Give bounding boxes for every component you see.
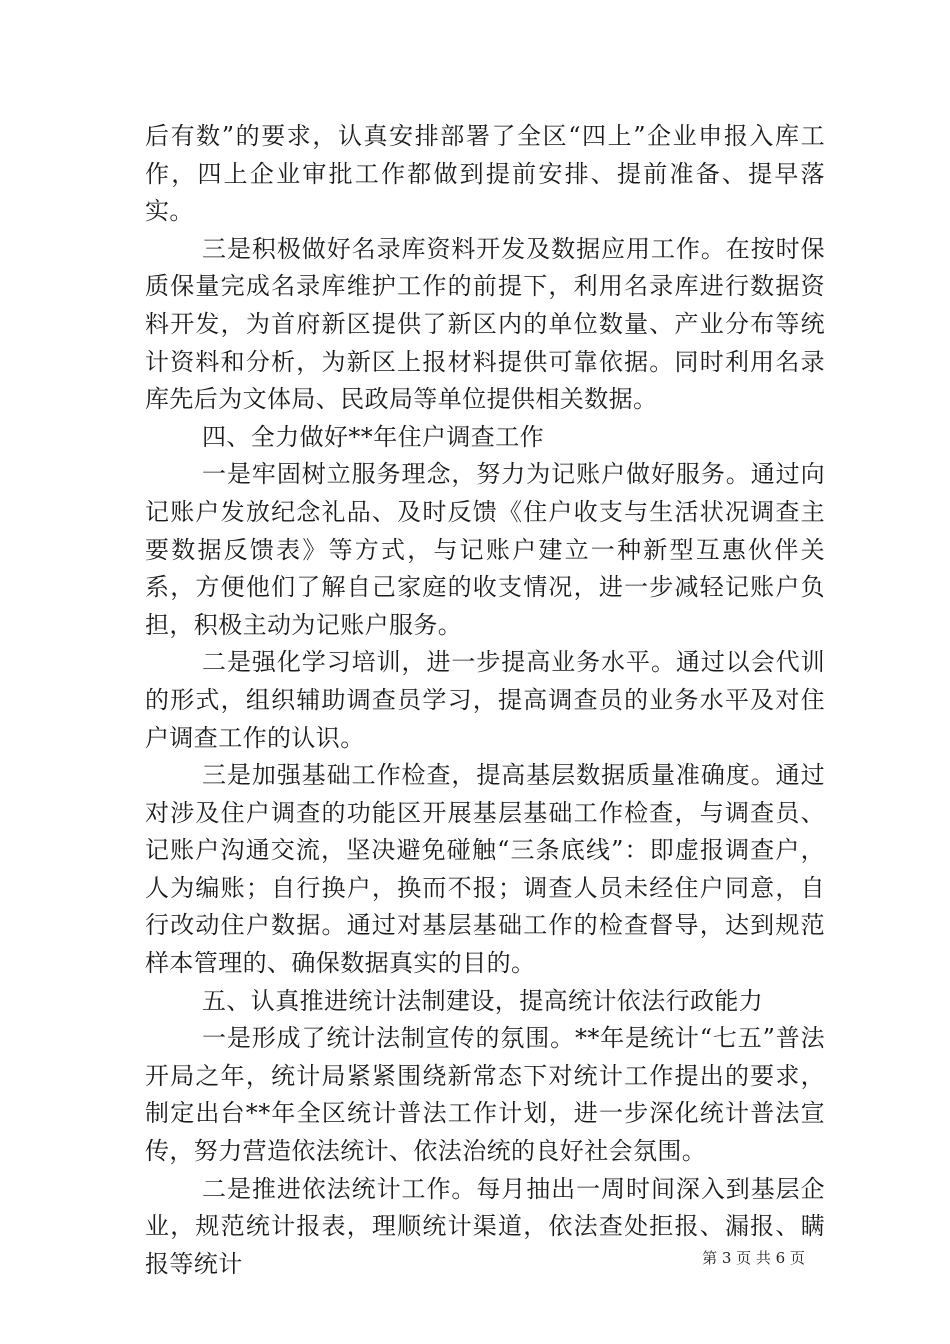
paragraph-continuation: 后有数”的要求，认真安排部署了全区“四上”企业申报入库工作，四上企业审批工作都做到提前安排、提前准备、提早落实。 bbox=[145, 122, 825, 226]
paragraph-lawful-statistics: 二是推进依法统计工作。每月抽出一周时间深入到基层企业，规范统计报表，理顺统计渠道，依法查处拒报、漏报、瞒报等统计 bbox=[145, 1174, 825, 1278]
paragraph-inspection: 三是加强基础工作检查，提高基层数据质量准确度。通过对涉及住户调查的功能区开展基层基础工作检查，与调查员、记账户沟通交流，坚决避免碰触“三条底线”：即虚报调查户，人为编账；自行换户，换而不报；调查人员未经住户同意，自行改动住户数据。通过对基层基础工作的检查督导，达到规范样本管理的、确保数据真实的目的。 bbox=[145, 761, 825, 978]
paragraph-directory-data: 三是积极做好名录库资料开发及数据应用工作。在按时保质保量完成名录库维护工作的前提下，利用名录库进行数据资料开发，为首府新区提供了新区内的单位数量、产业分布等统计资料和分析，为新区上报材料提供可靠依据。同时利用名录库先后为文体局、民政局等单位提供相关数据。 bbox=[145, 234, 825, 414]
document-body bbox=[145, 118, 825, 1283]
paragraph-legal-publicity: 一是形成了统计法制宣传的氛围。**年是统计“七五”普法开局之年，统计局紧紧围绕新常态下对统计工作提出的要求，制定出台**年全区统计普法工作计划，进一步深化统计普法宣传，努力营造依法统计、依法治统的良好社会氛围。 bbox=[145, 1024, 825, 1166]
section-heading-legal-construction: 五、认真推进统计法制建设，提高统计依法行政能力 bbox=[202, 986, 764, 1015]
page-number: 第 3 页 共 6 页 bbox=[702, 1249, 805, 1267]
paragraph-service-concept: 一是牢固树立服务理念，努力为记账户做好服务。通过向记账户发放纪念礼品、及时反馈《住户收支与生活状况调查主要数据反馈表》等方式，与记账户建立一种新型互惠伙伴关系，方便他们了解自己家庭的收支情况，进一步减轻记账户负担，积极主动为记账户服务。 bbox=[145, 460, 825, 639]
paragraph-training: 二是强化学习培训，进一步提高业务水平。通过以会代训的形式，组织辅助调查员学习，提高调查员的业务水平及对住户调查工作的认识。 bbox=[145, 648, 825, 752]
section-heading-household-survey: 四、全力做好**年住户调查工作 bbox=[202, 422, 544, 451]
